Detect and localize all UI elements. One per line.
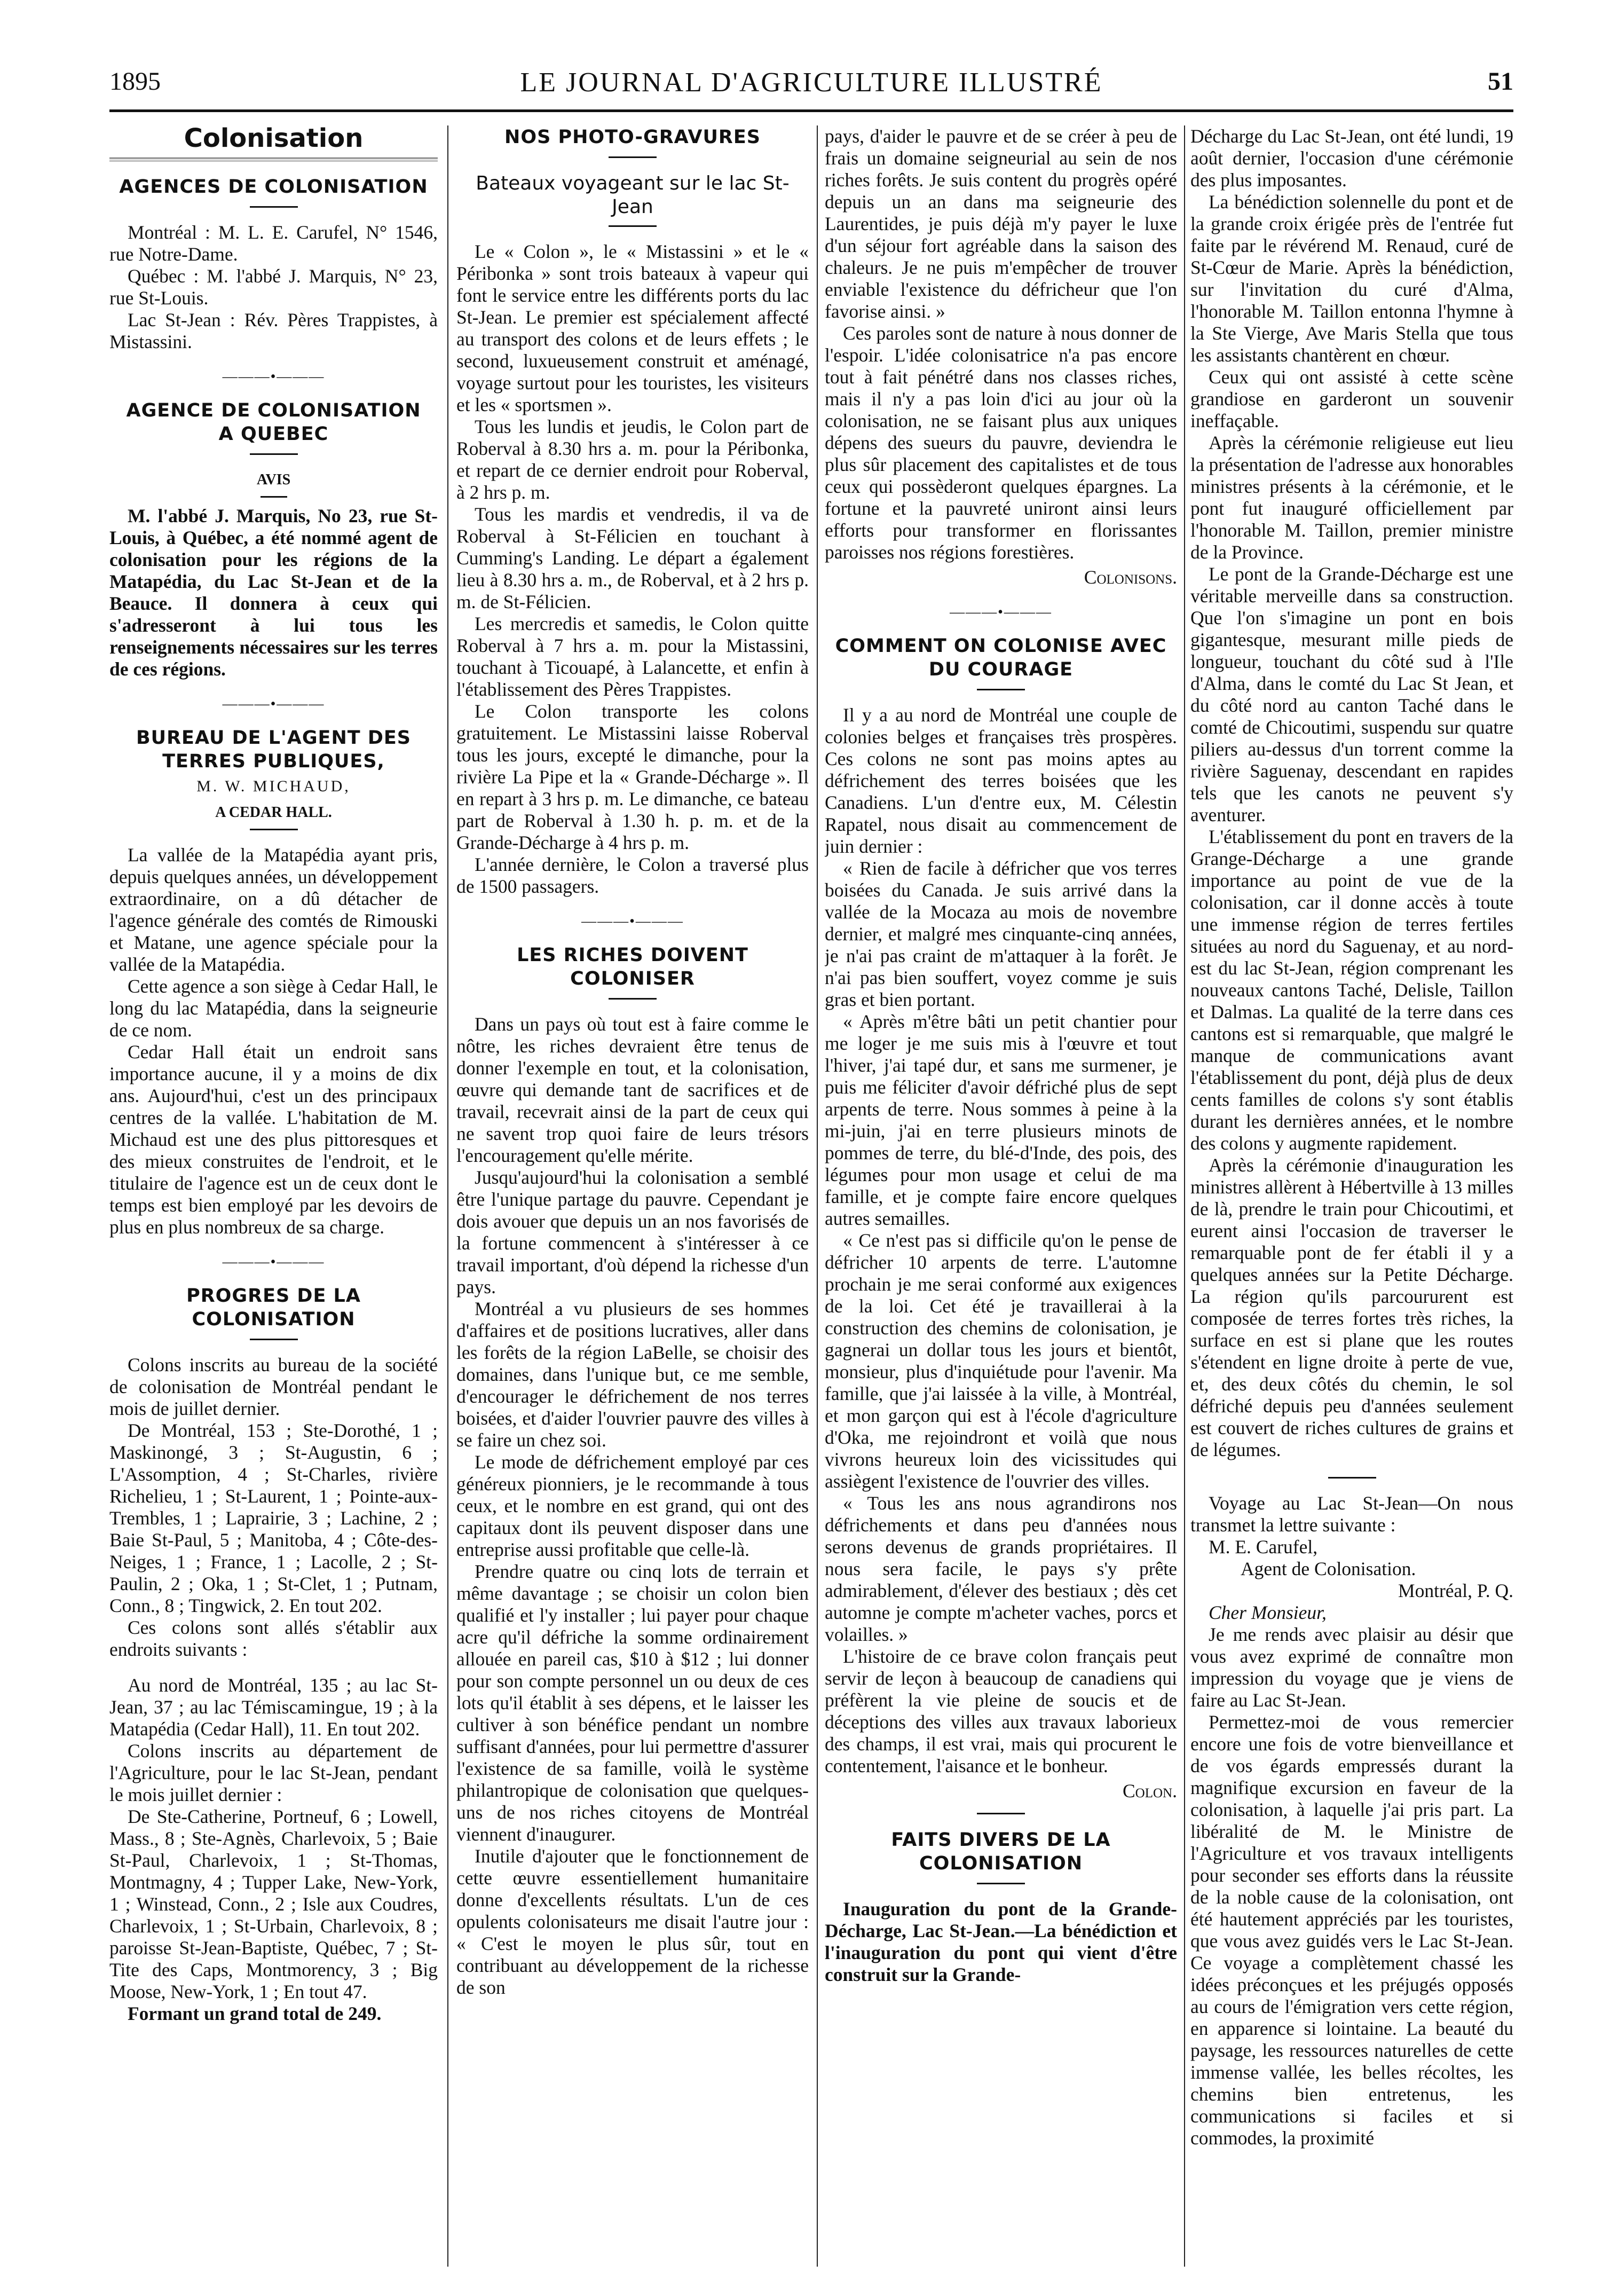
paragraph: M. l'abbé J. Marquis, No 23, rue St-Louis, à Québec, a été nommé agent de colonisation pour les régions de la Matapédia, du Lac St-Jean et de la Beauce. Il donnera à ceux qui s'adresseront à lui tous les renseignements nécessaires sur les terres de ces régions. <box>109 505 438 680</box>
divider <box>250 829 298 830</box>
paragraph: De Ste-Catherine, Portneuf, 6 ; Lowell, Mass., 8 ; Ste-Agnès, Charlevoix, 5 ; Baie St-Paul, Charlevoix, 1 ; St-Thomas, Montmagny, 4 ; Tupper Lake, New-York, 1 ; Winstead, Conn., 2 ; Isle aux Coudres, Charlevoix, 1 ; St-Urbain, Charlevoix, 8 ; paroisse St-Jean-Baptiste, Québec, 7 ; St-Tite des Caps, Montmorency, 3 ; Big Moose, New-York, 1 ; En tout 47. <box>109 1806 438 2002</box>
ornament: ———•——— <box>222 1254 325 1270</box>
divider <box>250 453 298 455</box>
section-title: Colonisation <box>184 125 364 153</box>
column-3 <box>825 125 1177 2267</box>
paragraph: Au nord de Montréal, 135 ; au lac St-Jean, 37 ; au lac Témiscamingue, 19 ; à la Matapédia (Cedar Hall), 11. En tout 202. <box>109 1674 438 1740</box>
ornament: ———•——— <box>222 368 325 385</box>
page-number: 51 <box>1488 67 1513 96</box>
paragraph: pays, d'aider le pauvre et de se créer à peu de frais un domaine seigneurial au sein de nos riches forêts. Je suis content du progrès opéré depuis un an dans ma seigneurie des Laurentides, je puis déjà m'y payer le luxe d'un séjour fort agréable dans la saison des chaleurs. Je ne puis m'empêcher de trouver enviable l'existence du défricheur que l'on favorise ainsi. » <box>825 125 1177 322</box>
column-divider <box>817 125 818 2267</box>
paragraph: De Montréal, 153 ; Ste-Dorothé, 1 ; Maskinongé, 3 ; St-Augustin, 6 ; L'Assomption, 4 ; St-Charles, rivière Richelieu, 1 ; St-Laurent, 1 ; Pointe-aux-Trembles, 1 ; Laprairie, 3 ; Lachine, 2 ; Baie St-Paul, 5 ; Manitoba, 4 ; Côte-des-Neiges, 1 ; France, 1 ; Lacolle, 2 ; St-Paulin, 2 ; Oka, 1 ; St-Clet, 1 ; Putnam, Conn., 8 ; Tingwick, 2. En tout 202. <box>109 1420 438 1616</box>
paragraph: Le « Colon », le « Mistassini » et le « Péribonka » sont trois bateaux à vapeur qui font le service entre les différents ports du lac St-Jean. Le premier est spécialement affecté au transport des colons et de leurs effets ; le second, luxueusement construit et aménagé, voyage surtout pour les touristes, les visiteurs et les « sportsmen ». <box>456 241 809 415</box>
paragraph: « Après m'être bâti un petit chantier pour me loger je me suis mis à l'œuvre et tout l'hiver, j'ai tapé dur, et sans me surmener, je puis me féliciter d'avoir défriché plus de sept arpents de terre. Nous sommes à peine à la mi-juin, j'ai en terre plusieurs minots de pommes de terre, du blé-d'Inde, des pois, des légumes pour mon usage et celui de ma famille, et je compte faire encore quelques autres semailles. <box>825 1011 1177 1229</box>
agent-name: M. W. MICHAUD, <box>196 777 351 795</box>
address-line: Montréal, P. Q. <box>1398 1580 1513 1601</box>
paragraph: Il y a au nord de Montréal une couple de colonies belges et françaises très prospères. Ces colons ne sont pas moins aptes au défrichement des terres boisées que les Canadiens. L'un d'entre eux, M. Célestin Rapatel, nous disait au commencement de juin dernier : <box>825 704 1177 857</box>
column-1 <box>109 125 438 2267</box>
paragraph: Inutile d'ajouter que le fonctionnement de cette œuvre essentiellement humanitaire donne d'excellents résultats. L'un de ces opulents colonisateurs me disait l'autre jour : « C'est le moyen le plus sûr, tout en contribuant au développement de la richesse de son <box>456 1845 809 1998</box>
column-divider <box>447 125 448 2267</box>
paragraph: Ces colons sont allés s'établir aux endroits suivants : <box>109 1617 438 1660</box>
article-title: BUREAU DE L'AGENT DES <box>136 727 411 749</box>
divider <box>977 1813 1025 1814</box>
divider <box>1328 1477 1376 1479</box>
paragraph: Le mode de défrichement employé par ces généreux pionniers, je le recommande à tous ceux, et le nombre en est grand, qui ont des capitaux dont ils peuvent disposer dans une entreprise aussi profitable que celle-là. <box>456 1451 809 1560</box>
article-title: NOS PHOTO-GRAVURES <box>504 127 761 148</box>
divider <box>609 225 657 227</box>
article-title: DU COURAGE <box>928 659 1074 680</box>
paragraph: Formant un grand total de 249. <box>128 2003 382 2024</box>
paragraph: Prendre quatre ou cinq lots de terrain et même davantage ; se choisir un colon bien qualifié et l'y installer ; lui payer pour chaque acre qu'il défriche la somme ordinairement allouée en pareil cas, $10 à $12 ; lui donner pour son compte personnel un ou deux de ces lots qu'il établit à ses dépens, et le laisser les cultiver à son bénéfice pendant un nombre suffisant d'années, pour lui permettre d'assurer l'existence de sa famille, voilà le système philantropique de colonisation que quelques-uns de nos riches citoyens de Montréal viennent d'inaugurer. <box>456 1561 809 1845</box>
divider <box>609 998 657 1000</box>
address-line: Agent de Colonisation. <box>1241 1558 1416 1579</box>
article-subtitle: Bateaux voyageant sur le lac St-Jean <box>476 172 790 218</box>
article-title: PROGRES DE LA COLONISATION <box>186 1285 361 1330</box>
article-title: AGENCE DE COLONISATION <box>126 400 421 421</box>
salutation: Cher Monsieur, <box>1209 1602 1327 1623</box>
divider <box>250 1339 298 1340</box>
paragraph: Dans un pays où tout est à faire comme le nôtre, les riches devraient être tenus de donner l'exemple en tout, et la colonisation, œuvre qui demande tant de sacrifices et de travail, recevrait ainsi de la part de ceux qui ne savent trop quoi faire de leurs trésors l'encouragement qu'elle mérite. <box>456 1013 809 1166</box>
paragraph: Montréal : M. L. E. Carufel, N° 1546, rue Notre-Dame. <box>109 222 438 265</box>
paragraph: Colons inscrits au bureau de la société de colonisation de Montréal pendant le mois de juillet dernier. <box>109 1354 438 1419</box>
paragraph: Québec : M. l'abbé J. Marquis, N° 23, rue St-Louis. <box>109 265 438 309</box>
paragraph: « Tous les ans nous agrandirons nos défrichements et dans peu d'années nous serons devenus de grands propriétaires. Il nous sera facile, le pays s'y prête admirablement, d'élever des bestiaux ; dès cet automne je compte m'acheter vaches, porcs et volailles. » <box>825 1492 1177 1645</box>
article-title: COLONISATION <box>919 1853 1083 1874</box>
page-header <box>109 61 1513 104</box>
ornament: ———•——— <box>950 604 1052 620</box>
divider <box>109 158 438 161</box>
journal-title: LE JOURNAL D'AGRICULTURE ILLUSTRÉ <box>520 67 1103 98</box>
article-title: COMMENT ON COLONISE AVEC <box>835 635 1167 657</box>
paragraph: Je me rends avec plaisir au désir que vous avez exprimé de connaître mon impression du voyage que je viens de faire au Lac St-Jean. <box>1190 1624 1513 1711</box>
article-title: AGENCES DE COLONISATION <box>119 176 428 198</box>
paragraph: La bénédiction solennelle du pont et de la grande croix érigée près de l'entrée fut faite par le révérend M. Renaud, curé de St-Cœur de Marie. Après la bénédiction, sur l'invitation du curé d'Alma, l'honorable M. Taillon entonna l'hymne à la Ste Vierge, Ave Maris Stella que tous les assistants chantèrent en chœur. <box>1190 191 1513 366</box>
article-title: TERRES PUBLIQUES, <box>162 751 385 772</box>
signature: Colon. <box>1123 1780 1177 1802</box>
paragraph: Jusqu'aujourd'hui la colonisation a semblé être l'unique partage du pauvre. Cependant je dois avouer que depuis un an nos favorisés de la fortune commencent à s'intéresser à ce travail important, d'où dépend la richesse d'un pays. <box>456 1167 809 1298</box>
divider <box>977 1883 1025 1884</box>
paragraph: Montréal a vu plusieurs de ses hommes d'affaires et de positions lucratives, aller dans les forêts de la région LaBelle, se choisir des domaines, dans l'unique but, ce me semble, d'encourager le défrichement de nos terres boisées, et d'aider l'ouvrier pauvre des villes à se faire un chez soi. <box>456 1298 809 1451</box>
paragraph: Lac St-Jean : Rév. Pères Trappistes, à Mistassini. <box>109 309 438 352</box>
paragraph: Ceux qui ont assisté à cette scène grandiose en garderont un souvenir ineffaçable. <box>1190 366 1513 431</box>
divider <box>609 156 657 158</box>
divider <box>261 496 287 498</box>
column-divider <box>1184 125 1185 2267</box>
paragraph: Le pont de la Grande-Décharge est une véritable merveille dans sa construction. Que l'on s'imagine un pont en bois gigantesque, mesurant mille pieds de longueur, touchant du côté sud à l'Ile d'Alma, dans le comté du Lac St Jean, et du côté nord au canton Taché dans le comté de Chicoutimi, suspendu sur quatre piliers au-dessus d'un torrent comme la rivière Saguenay, descendant en rapides tels que les canots ne peuvent s'y aventurer. <box>1190 563 1513 825</box>
paragraph: « Rien de facile à défricher que vos terres boisées du Canada. Je suis arrivé dans la vallée de la Mocaza au mois de novembre dernier, et malgré mes cinquante-cinq années, je n'ai pas craint de m'attaquer à la forêt. Je n'ai pas bien souffert, voyez comme je suis gras et bien portant. <box>825 858 1177 1010</box>
paragraph: Décharge du Lac St-Jean, ont été lundi, 19 août dernier, l'occasion d'une cérémonie des plus imposantes. <box>1190 125 1513 191</box>
paragraph: Le Colon transporte les colons gratuitement. Le Mistassini laisse Roberval tous les jours, excepté le dimanche, pour la rivière La Pipe et la « Grande-Décharge ». Il en repart à 3 hrs p. m. Le dimanche, ce bateau part de Roberval à 1.30 h. p. m. et de la Grande-Décharge à 4 hrs p. m. <box>456 701 809 853</box>
column-2 <box>456 125 809 2267</box>
column-4 <box>1190 125 1513 2267</box>
paragraph: Ces paroles sont de nature à nous donner de l'espoir. L'idée colonisatrice n'a pas encore tout à fait pénétré dans nos classes riches, mais il n'y a pas loin d'ici au jour où la colonisation, ne se faisant plus aux uniques dépens des sueurs du pauvre, deviendra le plus sûr placement des capitalistes et de tous ceux qui possèderont quelques épargnes. La fortune et la pauvreté uniront ainsi leurs efforts pour transformer en florissantes paroisses nos régions forestières. <box>825 323 1177 563</box>
address-line: M. E. Carufel, <box>1209 1536 1318 1558</box>
paragraph: L'histoire de ce brave colon français peut servir de leçon à beaucoup de canadiens qui préfèrent la vie pleine de soucis et de déceptions des villes aux travaux laborieux des champs, il est vrai, mais qui procurent le contentement, l'aisance et le bonheur. <box>825 1646 1177 1776</box>
article-title: FAITS DIVERS DE LA <box>891 1829 1111 1851</box>
paragraph: Les mercredis et samedis, le Colon quitte Roberval à 7 hrs a. m. pour la Mistassini, touchant à Ticouapé, à Lalancette, et enfin à l'établissement des Pères Trappistes. <box>456 613 809 700</box>
paragraph: La vallée de la Matapédia ayant pris, depuis quelques années, un développement extraordinaire, on a dû détacher de l'agence générale des comtés de Rimouski et Matane, une agence spéciale pour la vallée de la Matapédia. <box>109 844 438 975</box>
paragraph: L'année dernière, le Colon a traversé plus de 1500 passagers. <box>456 854 809 897</box>
ornament: ———•——— <box>581 913 684 930</box>
paragraph: Tous les mardis et vendredis, il va de Roberval à St-Félicien en touchant à Cumming's Landing. Le départ a également lieu à 8.30 hrs a. m., de Roberval, et à 2 hrs p. m. de St-Félicien. <box>456 504 809 612</box>
divider <box>250 206 298 208</box>
paragraph: Tous les lundis et jeudis, le Colon part de Roberval à 8.30 hrs a. m. pour la Péribonka, et repart de ce dernier endroit pour Roberval, à 2 hrs p. m. <box>456 416 809 503</box>
article-title: COLONISER <box>570 968 695 989</box>
paragraph: Après la cérémonie religieuse eut lieu la présentation de l'adresse aux honorables ministres présents à la cérémonie, et le pont fut inauguré officiellement par l'honorable M. Taillon, premier ministre de la Province. <box>1190 432 1513 563</box>
paragraph: Colons inscrits au département de l'Agriculture, pour le lac St-Jean, pendant le mois juillet dernier : <box>109 1740 438 1805</box>
paragraph: Permettez-moi de vous remercier encore une fois de votre bienveillance et de vos égards empressés durant la magnifique excursion en faveur de la colonisation, à laquelle j'ai pris part. La libéralité de M. le Ministre de l'Agriculture et vos travaux intelligents pour seconder ses efforts dans la réussite de la noble cause de la colonisation, ont été hautement appréciés par les touristes, que vous avez guidés vers le Lac St-Jean. Ce voyage a complètement chassé les idées préconçues et les préjugés opposés au cours de l'émigration vers cette région, en apparence si lointaine. La beauté du paysage, les ressources naturelles de cette immense vallée, les belles récoltes, les chemins bien entretenus, les communications si faciles et si commodes, la proximité <box>1190 1711 1513 2149</box>
agent-place: A CEDAR HALL. <box>215 804 332 821</box>
ornament: ———•——— <box>222 696 325 712</box>
paragraph: Cedar Hall était un endroit sans importance aucune, il y a moins de dix ans. Aujourd'hui, c'est un des principaux centres de la vallée. L'habitation de M. Michaud est une des plus pittoresques et des mieux construites de l'endroit, et le titulaire de l'agence est un de ceux dont le temps est bien employé par les devoirs de plus en plus nombreux de sa charge. <box>109 1041 438 1238</box>
header-year: 1895 <box>109 67 161 96</box>
notice-label: AVIS <box>256 471 291 488</box>
paragraph: Après la cérémonie d'inauguration les ministres allèrent à Hébertville à 13 milles de là, prendre le train pour Chicoutimi, et eurent ainsi l'occasion de traverser le remarquable pont de fer établi il y a quelques années sur la Petite Décharge. La région qu'ils parcoururent est composée de terres fortes très riches, la surface en est si plane que les routes s'étendent en ligne droite à perte de vue, et, des deux côtés du chemin, le sol défriché depuis peu d'années seulement est couvert de riches cultures de grains et de légumes. <box>1190 1154 1513 1460</box>
header-rule <box>109 109 1513 112</box>
signature: Colonisons. <box>1084 567 1177 588</box>
paragraph: Voyage au Lac St-Jean—On nous transmet la lettre suivante : <box>1190 1492 1513 1536</box>
paragraph: Cette agence a son siège à Cedar Hall, le long du lac Matapédia, dans la seigneurie de ce nom. <box>109 976 438 1041</box>
divider <box>977 689 1025 690</box>
paragraph: L'établissement du pont en travers de la Grange-Décharge a une grande importance au point de vue de la colonisation, car il donne accès à toute une immense région de terres fertiles situées au nord du Saguenay, et au nord-est du lac St-Jean, région comprenant les nouveaux cantons Taché, Delisle, Taillon et Dalmas. La qualité de la terre dans ces cantons est si remarquable, que malgré le manque de communications avant l'établissement du pont, déjà plus de deux cents familles de colons s'y sont établis durant les dernières années, et le nombre des colons y augmente rapidement. <box>1190 826 1513 1154</box>
paragraph: Inauguration du pont de la Grande-Décharge, Lac St-Jean.—La bénédiction et l'inauguration du pont qui vient d'être construit sur la Grande- <box>825 1898 1177 1985</box>
article-title: LES RICHES DOIVENT <box>517 945 748 966</box>
paragraph: « Ce n'est pas si difficile qu'on le pense de défricher 10 arpents de terre. L'automne prochain je me serai conformé aux exigences de la loi. Cet été je travaillerai à la construction des chemins de colonisation, je gagnerai un dollar tous les jours et bientôt, monsieur, plus d'inquiétude pour l'avenir. Ma famille, que j'ai laissée à la ville, à Montréal, et mon garçon qui est à l'école d'agriculture d'Oka, me rejoindront et voilà que nous vivrons heureux loin des vicissitudes qui assiègent l'existence de l'ouvrier des villes. <box>825 1230 1177 1492</box>
article-title: A QUEBEC <box>218 423 329 445</box>
